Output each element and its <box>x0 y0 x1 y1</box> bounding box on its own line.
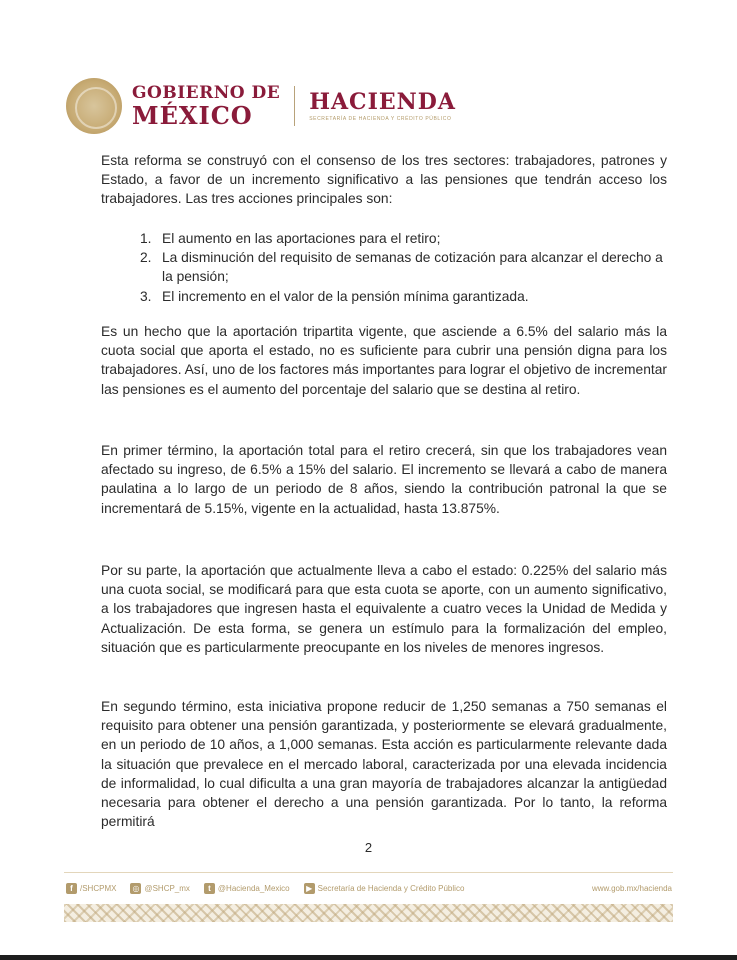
footer-twitter[interactable] <box>204 883 290 894</box>
list-item <box>140 229 667 248</box>
youtube-channel: Secretaría de Hacienda y Crédito Público <box>317 883 465 893</box>
paragraph-tripartite: Es un hecho que la aportación tripartita vigente, que asciende a 6.5% del salario más la cuota social que aporta el estado, no es suficiente para cubrir una pensión digna para los trabajadores. Así, uno de los factores más importantes para lograr el objetivo de incrementar las pensiones es el aumento del porcentaje del salario que se destina al retiro. <box>101 324 667 397</box>
list-number: 3. <box>140 288 152 304</box>
actions-list <box>140 229 667 306</box>
footer-divider <box>64 872 673 873</box>
facebook-icon: f <box>66 883 77 894</box>
twitter-handle: @Hacienda_Mexico <box>217 883 290 893</box>
facebook-handle: /SHCPMX <box>80 883 117 893</box>
footer-social-bar <box>66 880 672 896</box>
list-number: 1. <box>140 231 152 246</box>
page-number: 2 <box>364 840 373 855</box>
list-text: La disminución del requisito de semanas de cotización para alcanzar el derecho a la pensión; <box>162 250 663 285</box>
paragraph-intro: Esta reforma se construyó con el consenso de los tres sectores: trabajadores, patrones y Estado, a favor de un incremento significativo a las pensiones que tendrán acceso los trabajadores. Las tres acciones principales son: <box>101 153 667 207</box>
list-item <box>140 287 667 306</box>
mexico-text: MÉXICO <box>132 100 253 130</box>
paragraph-estado: Por su parte, la aportación que actualmente lleva a cabo el estado: 0.225% del salario más una cuota social, se modificará para que esta cuota se aporte, con un aumento significativo, a los trabajadores que ingresen hasta el equivalente a cuatro veces la Unidad de Medida y Actualización. De esta forma, se genera un estímulo para la formalización del empleo, situación que es particularmente preocupante en los niveles de menores ingresos. <box>101 563 667 655</box>
national-seal-icon <box>66 78 122 134</box>
paragraph-primer-termino: En primer término, la aportación total para el retiro crecerá, sin que los trabajadores vean afectado su ingreso, de 6.5% a 15% del salario. El incremento se llevará a cabo de manera paulatina a lo largo de un periodo de 8 años, siendo la contribución patronal la que se incrementará de 5.15%, vigente en la actualidad, hasta 13.875%. <box>101 443 667 516</box>
list-text: El incremento en el valor de la pensión mínima garantizada. <box>162 288 529 304</box>
paragraph-segundo-termino: En segundo término, esta iniciativa propone reducir de 1,250 semanas a 750 semanas el requisito para obtener una pensión garantizada, y posteriormente se elevará gradualmente, en un periodo de 10 años, a 1,000 semanas. Esta acción es particularmente relevante dada la situación que prevalece en el mercado laboral, caracterizada por una elevada incidencia de informalidad, lo cual dificulta a una gran mayoría de trabajadores alcanzar la antigüedad necesaria para obtener el derecho a una pensión garantizada. Por lo tanto, la reforma permitirá <box>101 699 667 830</box>
footer-youtube[interactable] <box>304 883 465 894</box>
logo-divider <box>294 86 295 126</box>
list-text: El aumento en las aportaciones para el retiro; <box>162 231 441 246</box>
hacienda-text: HACIENDA <box>309 88 456 115</box>
gobierno-de-mexico-logo <box>132 82 281 130</box>
hacienda-logo <box>309 88 456 122</box>
decorative-pattern-band <box>64 904 673 922</box>
list-number: 2. <box>140 250 152 266</box>
footer-facebook[interactable] <box>66 883 116 894</box>
footer-website-link[interactable]: www.gob.mx/hacienda <box>591 883 672 893</box>
footer-instagram[interactable] <box>130 883 189 894</box>
twitter-icon: t <box>204 883 215 894</box>
letterhead <box>66 72 486 140</box>
bottom-edge <box>0 955 737 960</box>
list-item <box>140 248 667 286</box>
gobierno-text: GOBIERNO DE <box>132 82 281 103</box>
instagram-handle: @SHCP_mx <box>144 883 190 893</box>
youtube-icon: ▶ <box>304 883 315 894</box>
hacienda-subtitle: SECRETARÍA DE HACIENDA Y CRÉDITO PÚBLICO <box>309 115 452 122</box>
instagram-icon: ◎ <box>130 883 141 894</box>
